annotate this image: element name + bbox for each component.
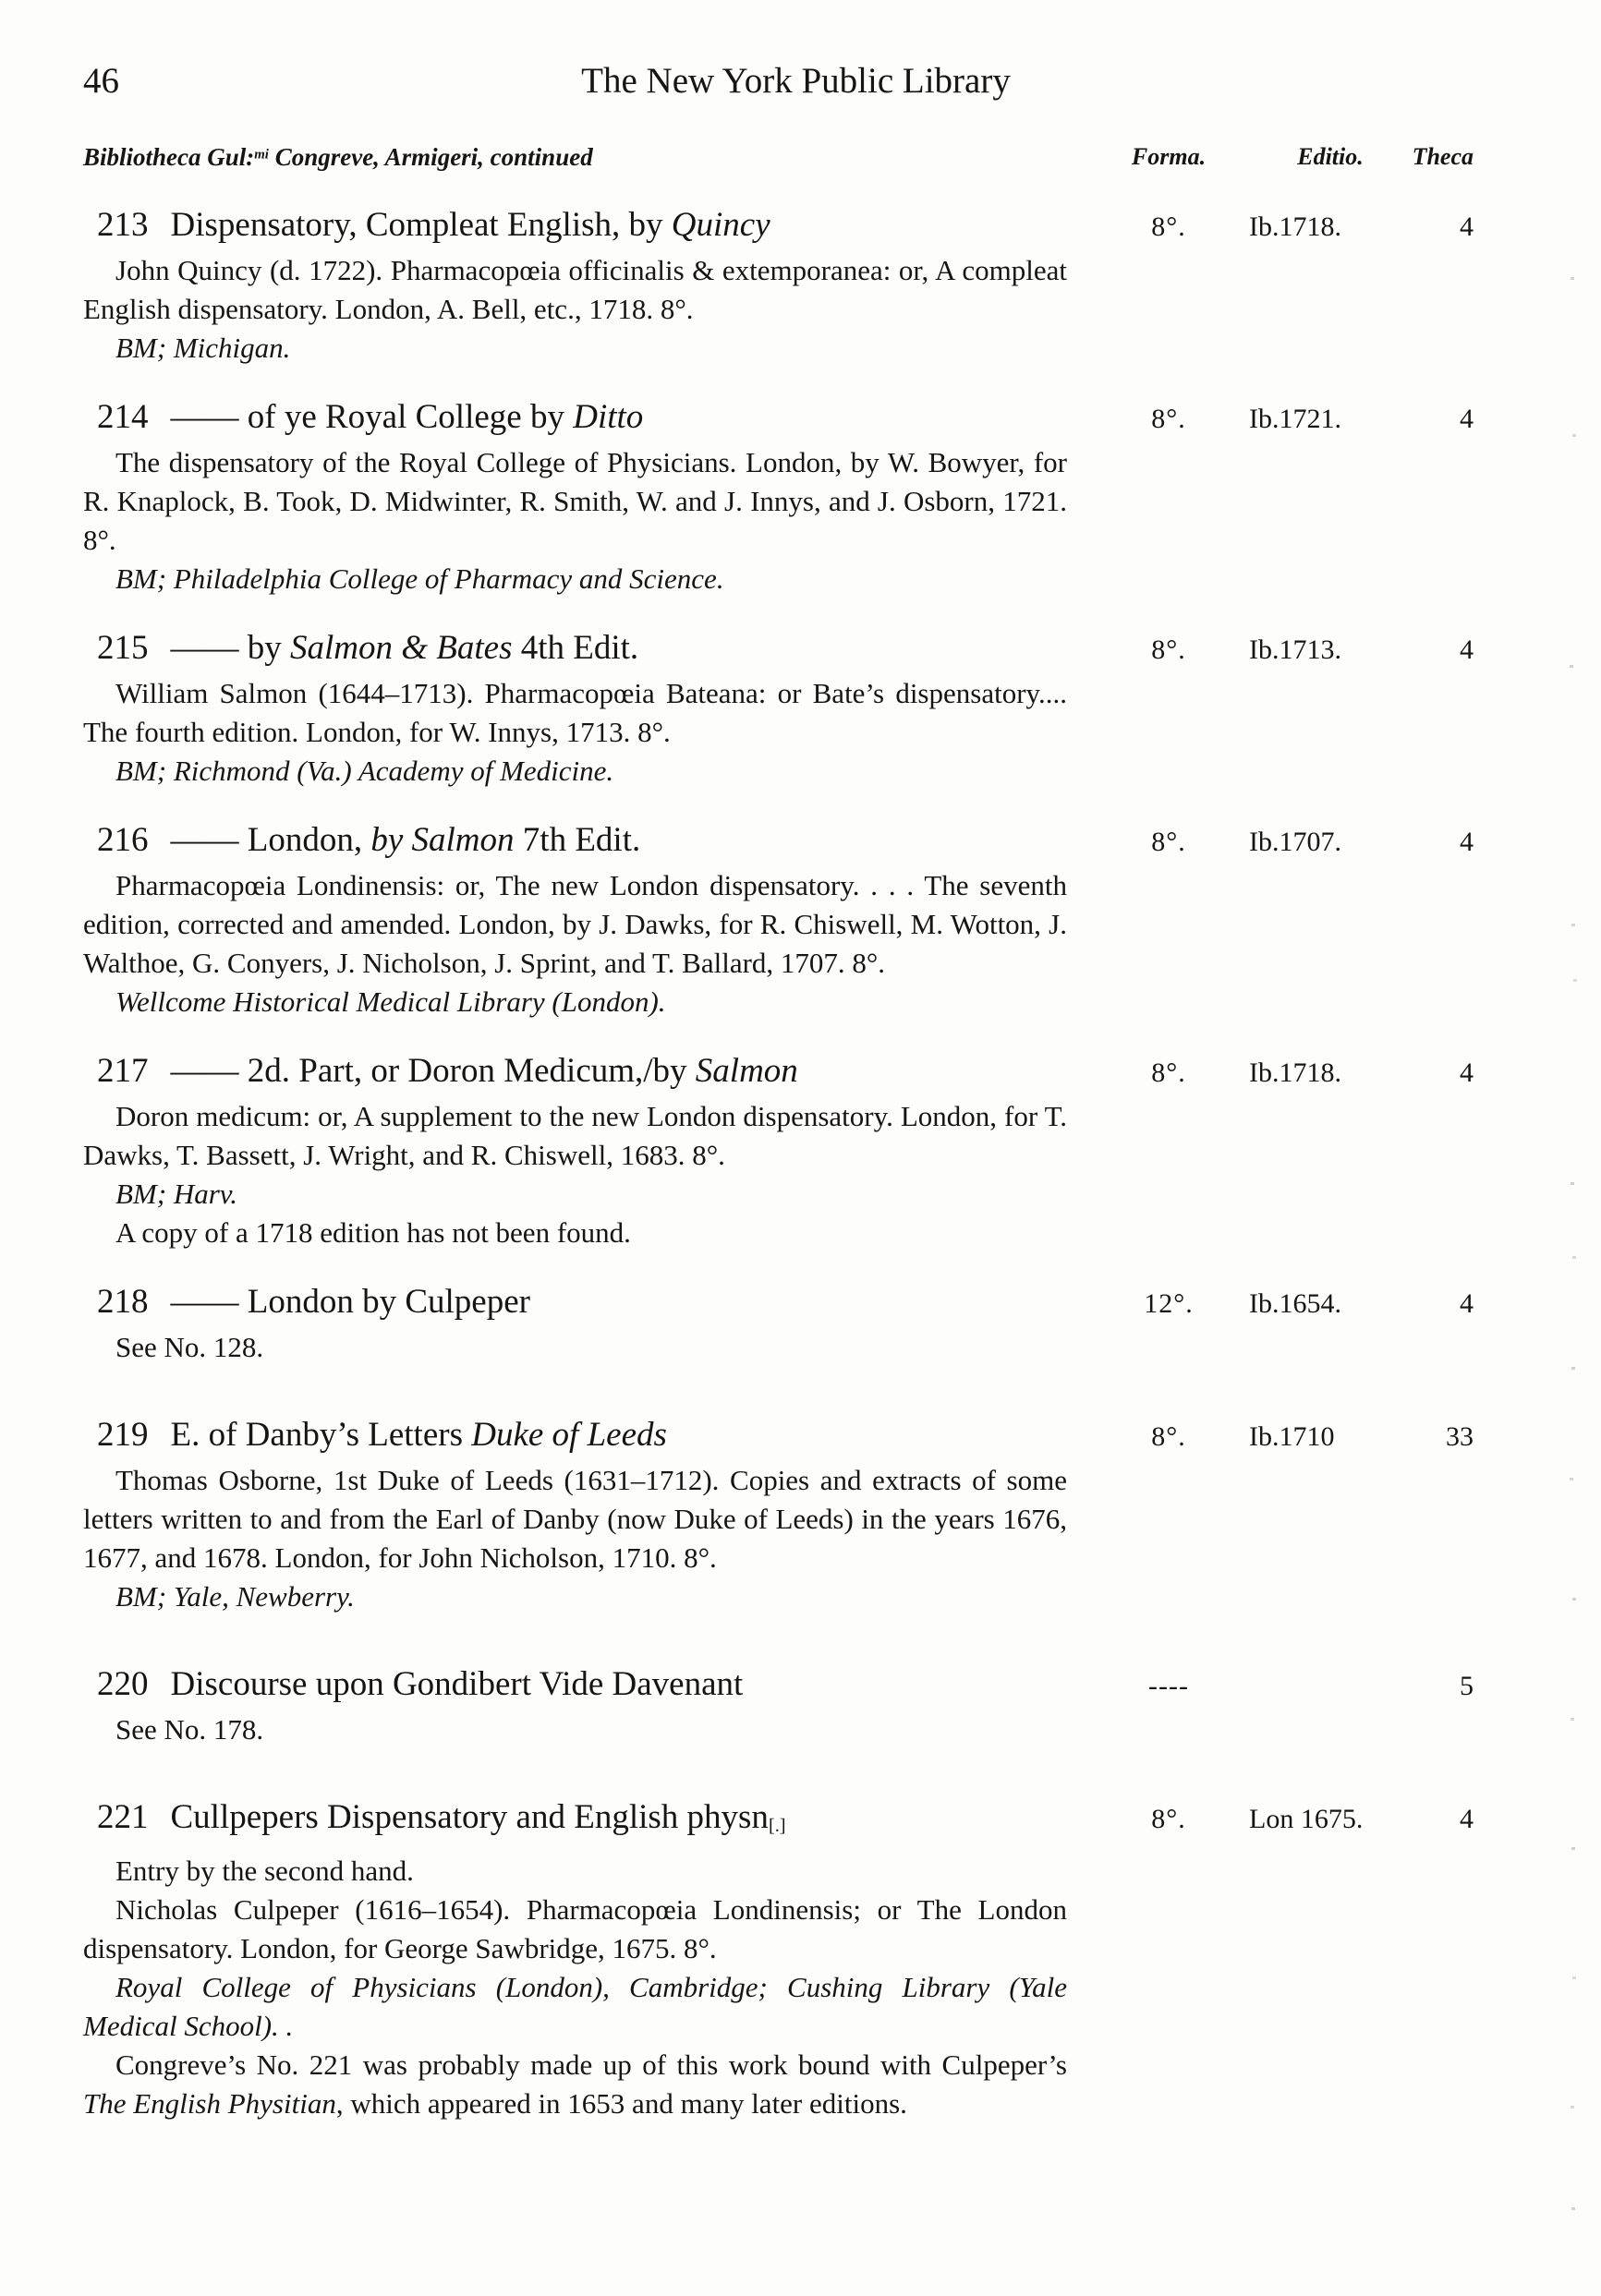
text-run: [.]: [768, 1816, 786, 1837]
entry-note: [83, 2046, 1067, 2123]
entry-heading: [83, 1413, 1509, 1457]
catalog-entry-216: [83, 818, 1509, 1021]
entry-holdings: [83, 1175, 1067, 1214]
column-header-forma: Forma.: [1131, 143, 1207, 170]
column-header-theca: Theca: [1412, 143, 1474, 170]
entry-note: [83, 1461, 1067, 1577]
text-run: The English Physitian: [83, 2087, 336, 2121]
text-run: The dispensatory of the Royal College of Physicians. London, by W. Bowyer, for R. Knaplock, B. Took, D. Midwinter, R. Smith, W. and J. Innys, and J. Osborn, 1721. 8°.: [83, 446, 1067, 556]
entry-title: [171, 1416, 667, 1454]
entry-heading: [83, 1280, 1509, 1324]
text-run: BM; Richmond (Va.) Academy of Medicine.: [115, 755, 614, 787]
entry-note: [83, 1710, 1067, 1749]
text-run: Discourse upon Gondibert Vide Davenant: [170, 1665, 744, 1703]
entry-heading: [83, 395, 1509, 440]
entry-theca-value: 4: [1460, 827, 1474, 857]
entry-holdings: [83, 1577, 1067, 1616]
entry-note: [83, 1214, 1067, 1252]
catalog-entry-217: [83, 1049, 1509, 1252]
entry-title: [171, 1798, 786, 1836]
entry-theca-value: 4: [1460, 404, 1474, 434]
text-run: Pharmacopœia Londinensis: or, The new London dispensatory. . . . The seventh edition, corrected and amended. London, by J. Dawks, for R. Chiswell, M. Wotton, J. Walthoe, G. Conyers, J. Nicholson, J. Sprint, and T. Ballard, 1707. 8°.: [83, 869, 1067, 979]
text-run: 4th Edit.: [512, 629, 639, 667]
entry-holdings: [83, 752, 1067, 791]
entry-theca-value: 4: [1460, 1057, 1474, 1088]
text-run: Dispensatory, Compleat English, by: [170, 206, 672, 244]
text-run: 7th Edit.: [514, 821, 641, 859]
catalog-entry-213: [83, 203, 1509, 368]
entry-title: [171, 1283, 530, 1321]
entry-heading: [83, 626, 1509, 671]
text-run: BM; Philadelphia College of Pharmacy and Science.: [115, 562, 724, 595]
text-run: Doron medicum: or, A supplement to the new London dispensatory. London, for T. Dawks, T. Bassett, J. Wright, and R. Chiswell, 1683. 8°.: [83, 1100, 1067, 1171]
entry-editio-value: Lon 1675.: [1249, 1804, 1364, 1834]
text-run: Congreve, Armigeri, continued: [268, 143, 593, 172]
text-run: See No. 178.: [115, 1713, 264, 1746]
text-run: mi: [254, 148, 269, 163]
running-title: The New York Public Library: [581, 61, 1011, 101]
text-run: Salmon: [695, 1052, 798, 1090]
entry-forma-value: ----: [1148, 1671, 1189, 1701]
entry-heading: [83, 818, 1509, 863]
text-run: Ditto: [573, 398, 644, 436]
text-run: William Salmon (1644–1713). Pharmacopœia Bateana: or Bate’s dispensatory.... The fourth edition. London, for W. Innys, 1713. 8°.: [83, 677, 1067, 748]
page-header: [83, 59, 1509, 105]
scan-noise: [1571, 277, 1574, 280]
text-run: —— London by Culpeper: [170, 1283, 530, 1321]
entry-heading: [83, 1049, 1509, 1094]
entry-forma-value: 8°.: [1151, 211, 1186, 242]
entry-forma-value: 8°.: [1151, 827, 1186, 857]
text-run: Cullpepers Dispensatory and English physn: [170, 1798, 769, 1836]
entry-title: [171, 1052, 798, 1090]
entry-note: [83, 1891, 1067, 1968]
entry-holdings: [83, 560, 1067, 598]
entry-theca-value: 4: [1460, 1804, 1474, 1834]
catalog-entry-215: [83, 626, 1509, 791]
text-run: A copy of a 1718 edition has not been found.: [115, 1216, 631, 1249]
entry-title: [171, 629, 639, 667]
entry-editio-value: Ib.1718.: [1249, 211, 1341, 242]
text-run: by Salmon: [370, 821, 515, 859]
text-run: Wellcome Historical Medical Library (London).: [115, 985, 666, 1018]
entry-editio-value: Ib.1713.: [1249, 634, 1341, 665]
catalog-entry-219: [83, 1413, 1509, 1616]
text-run: Thomas Osborne, 1st Duke of Leeds (1631–1712). Copies and extracts of some letters written to and from the Earl of Danby (now Duke of Leeds) in the years 1676, 1677, and 1678. London, for John Nicholson, 1710. 8°.: [83, 1464, 1067, 1574]
text-run: Congreve’s No. 221 was probably made up of this work bound with Culpeper’s: [115, 2048, 1067, 2082]
text-run: —— 2d. Part, or Doron Medicum,/by: [170, 1052, 696, 1090]
entry-theca-value: 5: [1460, 1671, 1474, 1701]
entry-number: 216: [97, 821, 149, 859]
entry-theca-value: 4: [1460, 211, 1474, 242]
entry-editio-value: Ib.1710: [1249, 1421, 1335, 1452]
text-run: BM; Harv.: [115, 1178, 237, 1210]
entry-forma-value: 12°.: [1144, 1288, 1194, 1319]
text-run: John Quincy (d. 1722). Pharmacopœia officinalis & extemporanea: or, A compleat English dispensatory. London, A. Bell, etc., 1718. 8°.: [83, 254, 1067, 325]
section-continuation-note: [83, 143, 593, 171]
text-run: Nicholas Culpeper (1616–1654). Pharmacopœia Londinensis; or The London dispensatory. London, for George Sawbridge, 1675. 8°.: [83, 1893, 1067, 1965]
entry-note: [83, 251, 1067, 329]
text-run: Bibliotheca Gul:: [83, 143, 255, 172]
entry-title: [171, 398, 644, 436]
entry-heading: [83, 203, 1509, 248]
entry-number: 213: [97, 206, 149, 244]
entry-theca-value: 4: [1460, 634, 1474, 665]
catalog-entry-221: [83, 1795, 1509, 2123]
entry-forma-value: 8°.: [1151, 634, 1186, 665]
catalog-entry-218: [83, 1280, 1509, 1367]
entry-editio-value: Ib.1654.: [1249, 1288, 1341, 1319]
entry-title: [171, 1665, 744, 1703]
text-run: Entry by the second hand.: [115, 1855, 414, 1888]
page-number: 46: [83, 61, 119, 101]
entry-holdings: [83, 983, 1067, 1021]
entry-note: [83, 443, 1067, 560]
entry-title: [171, 206, 770, 244]
entry-note: [83, 674, 1067, 752]
entry-heading: [83, 1662, 1509, 1707]
entry-forma-value: 8°.: [1151, 1804, 1186, 1834]
entry-note: [83, 1097, 1067, 1175]
text-run: —— by: [170, 629, 290, 667]
entry-number: 214: [97, 398, 149, 436]
text-run: —— London,: [170, 821, 371, 859]
entry-forma-value: 8°.: [1151, 1421, 1186, 1452]
text-run: BM; Michigan.: [115, 332, 291, 364]
entry-holdings: [83, 329, 1067, 368]
text-run: , which appeared in 1653 and many later editions.: [335, 2087, 907, 2121]
text-run: Royal College of Physicians (London), Cambridge; Cushing Library (Yale Medical School). .: [83, 1971, 1067, 2043]
text-run: Quincy: [671, 206, 770, 244]
entry-number: 218: [97, 1283, 149, 1321]
entry-heading: [83, 1795, 1509, 1848]
text-run: See No. 128.: [115, 1331, 264, 1363]
text-run: —— of ye Royal College by: [170, 398, 574, 436]
entry-number: 220: [97, 1665, 149, 1703]
entry-editio-value: Ib.1721.: [1249, 404, 1341, 434]
text-run: E. of Danby’s Letters: [170, 1416, 472, 1454]
column-header-editio: Editio.: [1297, 143, 1364, 170]
text-run: BM; Yale, Newberry.: [115, 1580, 355, 1613]
entry-editio-value: Ib.1707.: [1249, 827, 1341, 857]
entry-number: 219: [97, 1416, 149, 1454]
entry-note: [83, 866, 1067, 983]
entry-note: [83, 1328, 1067, 1367]
entry-number: 217: [97, 1052, 149, 1090]
entry-list: [83, 203, 1509, 2123]
entry-number: 215: [97, 629, 149, 667]
entry-forma-value: 8°.: [1151, 1057, 1186, 1088]
entry-editio-value: Ib.1718.: [1249, 1057, 1341, 1088]
entry-holdings: [83, 1968, 1067, 2046]
entry-theca-value: 4: [1460, 1288, 1474, 1319]
text-run: Salmon & Bates: [290, 629, 513, 667]
entry-number: 221: [97, 1798, 149, 1836]
section-row: [83, 137, 1509, 175]
entry-note: [83, 1852, 1067, 1891]
entry-forma-value: 8°.: [1151, 404, 1186, 434]
entry-title: [171, 821, 641, 859]
catalog-entry-220: [83, 1662, 1509, 1749]
text-run: Duke of Leeds: [471, 1416, 667, 1454]
entry-theca-value: 33: [1446, 1421, 1474, 1452]
catalog-entry-214: [83, 395, 1509, 598]
